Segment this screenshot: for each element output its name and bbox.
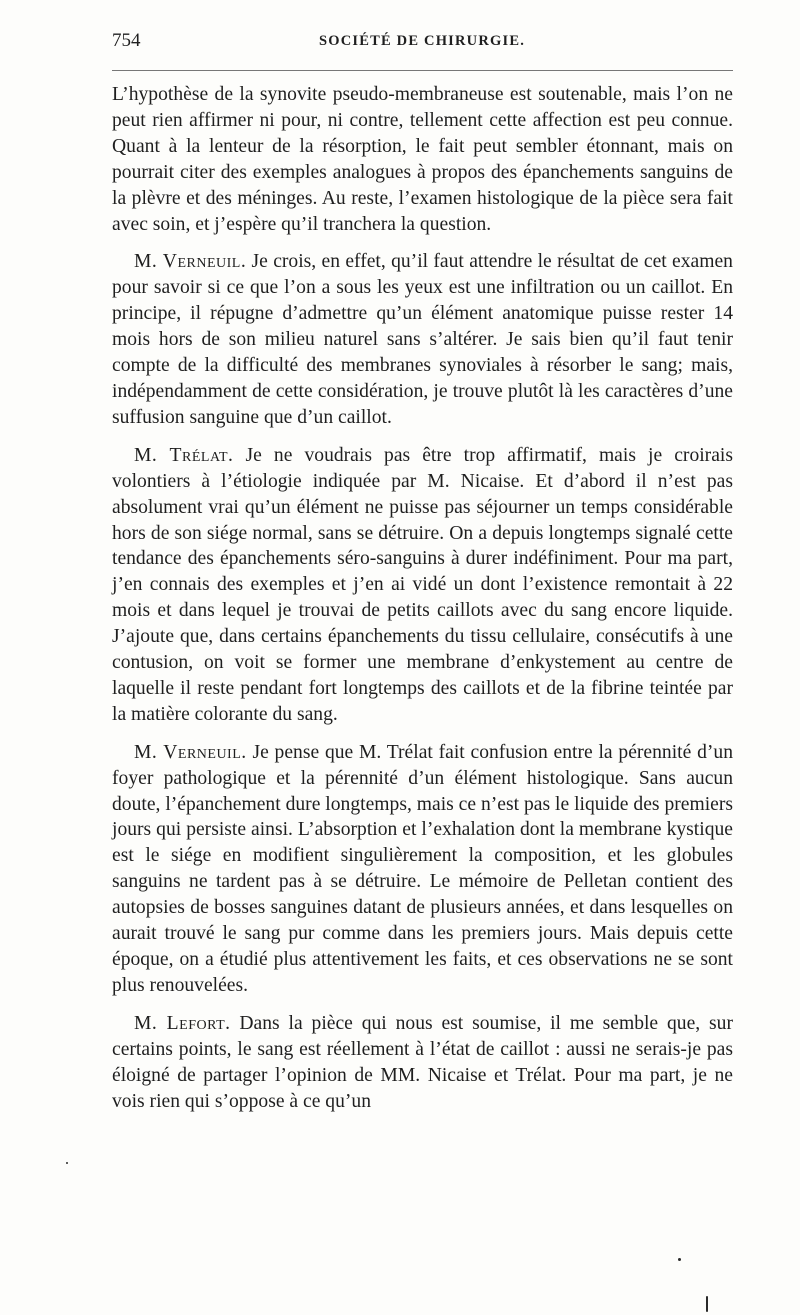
speaker-name: M. Lefort. [134, 1012, 231, 1034]
speaker-name: M. Verneuil. [134, 741, 247, 763]
ink-speck [706, 1296, 708, 1312]
paragraph-1 [112, 82, 733, 237]
paragraph-text: Je crois, en effet, qu’il faut attendre le résultat de cet examen pour savoir si ce que l’on a sous les yeux est une infiltration ou un caillot. En principe, il répugne d’admettre qu’un élément anatomique puisse rester 14 mois hors de son milieu naturel sans s’altérer. Je sais bien qu’il faut tenir compte de la difficulté des membranes synoviales à résorber le sang; mais, indépendamment de cette considération, je trouve plutôt là les caractères d’une suffusion sanguine que d’un caillot. [112, 251, 733, 428]
paragraph-4 [112, 740, 733, 999]
ink-speck [678, 1258, 681, 1261]
paragraph-5 [112, 1011, 733, 1115]
speaker-name: M. Verneuil. [134, 251, 247, 273]
ink-speck [66, 1162, 68, 1164]
paragraph-text: Je ne voudrais pas être trop affirmatif, mais je croirais volontiers à l’étiologie indiquée par M. Nicaise. Et d’abord il n’est pas absolument vrai qu’un élément ne puisse pas séjourner un temps considérable hors de son siége normal, sans se détruire. On a depuis longtemps signalé cette tendance des épanchements séro-sanguins à durer indéfiniment. Pour ma part, j’en connais des exemples et j’en ai vidé un dont l’existence remontait à 22 mois et dans lequel je trouvai de petits caillots avec du sang encore liquide. J’ajoute que, dans certains épanchements du tissu cellulaire, consécutifs à une contusion, on voit se former une membrane d’enkystement au centre de laquelle il reste pendant fort longtemps des caillots et de la fibrine teintée par la matière colorante du sang. [112, 444, 733, 725]
paragraph-text: Je pense que M. Trélat fait confusion entre la pérennité d’un foyer pathologique et la pérennité d’un élément histologique. Sans aucun doute, l’épanchement dure longtemps, mais ce n’est pas le liquide des premiers jours qui persiste ainsi. L’absorption et l’exhalation dont la membrane kystique est le siége en modifient singulièrement la composition, et les globules sanguins ne tardent pas à se détruire. Le mémoire de Pelletan contient des autopsies de bosses sanguines datant de plusieurs années, et dans lesquelles on aurait trouvé le sang pur comme dans les premiers jours. Mais depuis cette époque, on a étudié plus attentivement les faits, et ces observations ne se sont plus renouvelées. [112, 741, 733, 996]
speaker-name: M. Trélat. [134, 444, 234, 466]
paragraph-text: Dans la pièce qui nous est soumise, il me semble que, sur certains points, le sang est réellement à l’état de caillot : aussi ne serais-je pas éloigné de partager l’opinion de MM. Nicaise et Trélat. Pour ma part, je ne vois rien qui s’oppose à ce qu’un [112, 1012, 733, 1112]
paragraph-text: L’hypothèse de la synovite pseudo-membraneuse est soutenable, mais l’on ne peut rien affirmer ni pour, ni contre, tellement cette affection est peu connue. Quant à la lenteur de la résorption, le fait peut sembler étonnant, mais on pourrait citer des exemples analogues à propos des épanchements sanguins de la plèvre et des méninges. Au reste, l’examen histologique de la pièce sera fait avec soin, et j’espère qu’il tranchera la question. [112, 84, 733, 235]
body-text [112, 82, 733, 1126]
running-title: SOCIÉTÉ DE CHIRURGIE. [318, 33, 526, 49]
paragraph-3 [112, 443, 733, 728]
header-rule [112, 70, 733, 71]
page-number: 754 [112, 30, 141, 51]
paragraph-2 [112, 249, 733, 430]
page-header [112, 30, 732, 56]
